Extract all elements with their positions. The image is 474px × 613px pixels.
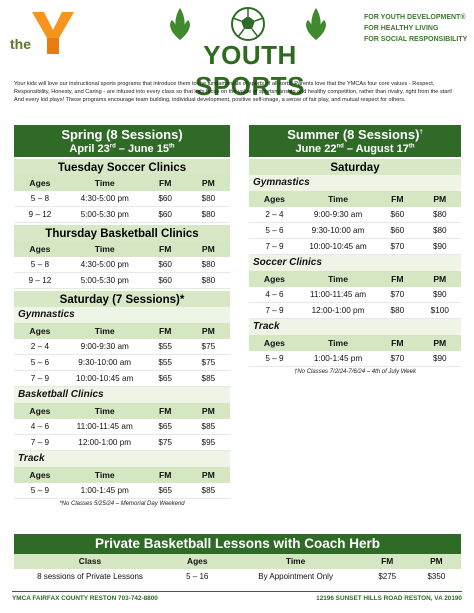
table-header: Ages Time FM PM: [249, 191, 461, 207]
soccer-ball-icon: [232, 8, 264, 40]
table-row: 2 – 4 9:00-9:30 am $60 $80: [249, 207, 461, 223]
table-row: 5 – 8 4:30-5:00 pm $60 $80: [14, 191, 230, 207]
summer-banner: [249, 125, 461, 157]
table-row: 5 – 9 1:00-1:45 pm $65 $85: [14, 483, 230, 499]
private-lessons-section: [14, 534, 461, 584]
gymnastics-title: Gymnastics: [14, 307, 230, 323]
table-header: Class Ages Time FM PM: [14, 554, 461, 569]
spring-saturday-title: Saturday (7 Sessions)*: [14, 289, 230, 307]
track-title: Track: [249, 319, 461, 335]
page-title: YOUTH SPORTS: [195, 40, 305, 101]
table-row: 7 – 9 10:00-10:45 am $70 $90: [249, 239, 461, 255]
header-icons: [168, 6, 328, 42]
table-header: Ages Time FM PM: [14, 175, 230, 191]
logo-prefix: the: [10, 36, 31, 52]
tagline: [364, 12, 467, 45]
soccer-clinics-title: Soccer Clinics: [249, 255, 461, 271]
table-header: Ages Time FM PM: [249, 335, 461, 351]
leaf-icon: [170, 8, 190, 40]
table-row: 5 – 6 9:30-10:00 am $55 $75: [14, 355, 230, 371]
gymnastics-title: Gymnastics: [249, 175, 461, 191]
spring-title: Spring (8 Sessions): [61, 127, 183, 142]
summer-title: Summer (8 Sessions)†: [287, 127, 423, 142]
table-row: 7 – 9 12:00-1:00 pm $75 $95: [14, 435, 230, 451]
table-header: Ages Time FM PM: [249, 271, 461, 287]
table-row: 4 – 6 11:00-11:45 am $65 $85: [14, 419, 230, 435]
spring-banner: [14, 125, 230, 157]
y-logo-icon: [30, 10, 76, 56]
summer-note: †No Classes 7/2/24-7/6/24 – 4th of July Week: [294, 369, 416, 375]
table-row: 5 – 9 1:00-1:45 pm $70 $90: [249, 351, 461, 367]
spring-column: [14, 125, 230, 509]
private-lessons-title: Private Basketball Lessons with Coach Herb: [14, 534, 461, 554]
table-row: 5 – 6 9:30-10:00 am $60 $80: [249, 223, 461, 239]
ymca-logo: [6, 10, 76, 58]
leaf-icon: [306, 8, 326, 40]
table-header: Ages Time FM PM: [14, 323, 230, 339]
table-row: 4 – 6 11:00-11:45 am $70 $90: [249, 287, 461, 303]
summer-dates: June 22nd – August 17th: [295, 143, 415, 155]
footer-left: YMCA FAIRFAX COUNTY RESTON 703-742-8800: [12, 595, 158, 602]
tuesday-soccer-title: Tuesday Soccer Clinics: [14, 157, 230, 175]
tagline-line: FOR YOUTH DEVELOPMENT®: [364, 14, 466, 21]
footer: [12, 591, 462, 605]
table-row: 8 sessions of Private Lessons 5 – 16 By Appointment Only $275 $350: [37, 572, 446, 581]
summer-saturday-title: Saturday: [249, 157, 461, 175]
summer-column: [249, 125, 461, 377]
tagline-line: FOR SOCIAL RESPONSIBILITY: [364, 36, 468, 43]
table-header: Ages Time FM PM: [14, 241, 230, 257]
spring-dates: April 23rd – June 15th: [69, 143, 175, 155]
table-row: 7 – 9 10:00-10:45 am $65 $85: [14, 371, 230, 387]
basketball-clinics-title: Basketball Clinics: [14, 387, 230, 403]
footer-right: 12196 SUNSET HILLS ROAD RESTON, VA 20190: [316, 595, 462, 602]
table-row: 9 – 12 5:00-5:30 pm $60 $80: [14, 207, 230, 223]
spring-note: *No Classes 5/25/24 – Memorial Day Weekend: [59, 501, 185, 507]
table-header: Ages Time FM PM: [14, 467, 230, 483]
table-row: 7 – 9 12:00-1:00 pm $80 $100: [249, 303, 461, 319]
table-row: 9 – 12 5:00-5:30 pm $60 $80: [14, 273, 230, 289]
tagline-line: FOR HEALTHY LIVING: [364, 25, 439, 32]
table-header: Ages Time FM PM: [14, 403, 230, 419]
table-row: 5 – 8 4:30-5:00 pm $60 $80: [14, 257, 230, 273]
table-row: 2 – 4 9:00-9:30 am $55 $75: [14, 339, 230, 355]
intro-paragraph: Your kids will love our instructional sports programs that introduce them to the fundamentals of sports of all sorts! Parents love that the YMCAs four core values - Respect, Responsibility, Honesty, and Caring - are infused into every class so that kids focus on the value of sportsmanship and healthy competition, rather than rivalry, right from the start! And every kid plays! These programs encourage team building, individual development, positive self-image, a sense of fair play, and mutual respect for others.: [14, 81, 453, 104]
thursday-basketball-title: Thursday Basketball Clinics: [14, 223, 230, 241]
track-title: Track: [14, 451, 230, 467]
